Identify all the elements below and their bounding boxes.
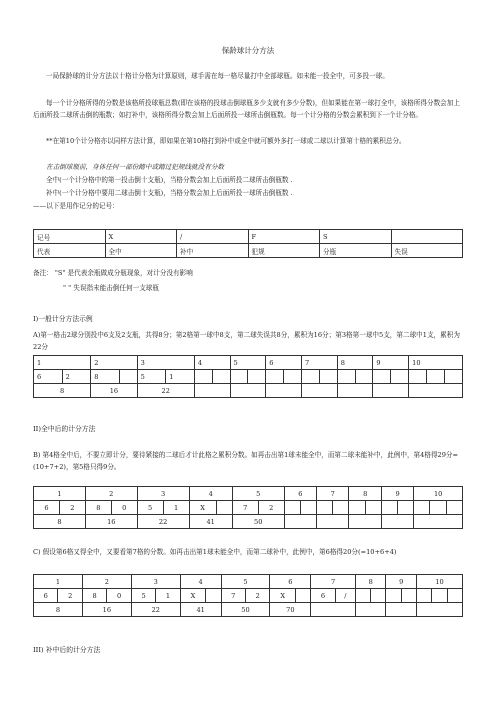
roll-cell bbox=[216, 501, 232, 515]
roll-cell bbox=[373, 370, 391, 384]
frame-cell: 8 bbox=[355, 575, 386, 589]
roll-cell: 1 bbox=[163, 501, 189, 515]
intro-symbols-heading: ——以下是用作记分的记号： bbox=[33, 202, 119, 210]
cumulative-score-row bbox=[34, 384, 463, 398]
roll-cell bbox=[317, 501, 333, 515]
roll-cell bbox=[337, 370, 355, 384]
roll-cell bbox=[301, 370, 319, 384]
frame-cell: 2 bbox=[85, 487, 137, 501]
roll-cell bbox=[319, 370, 337, 384]
page-title: 保龄球计分方法 bbox=[221, 46, 275, 55]
roll-cell: 5 bbox=[137, 370, 166, 384]
score-cell: 8 bbox=[34, 515, 86, 529]
score-cell bbox=[230, 384, 266, 398]
roll-cell: 8 bbox=[82, 589, 106, 603]
symbol-legend-table bbox=[33, 229, 463, 258]
roll-cell bbox=[248, 370, 266, 384]
roll-cell: X bbox=[189, 501, 216, 515]
score-cell bbox=[284, 515, 316, 529]
legend-row-meanings bbox=[34, 244, 463, 258]
roll-cell: 2 bbox=[58, 589, 82, 603]
frame-cell: 6 bbox=[266, 356, 302, 370]
section-heading-1: I)一般计分方法示例 bbox=[33, 315, 93, 323]
roll-cell bbox=[414, 501, 430, 515]
roll-cell bbox=[296, 589, 311, 603]
cumulative-score-row bbox=[34, 603, 463, 617]
frame-cell: 5 bbox=[230, 356, 266, 370]
frame-cell: 3 bbox=[131, 575, 180, 589]
cumulative-score-row bbox=[34, 515, 463, 529]
roll-cell bbox=[333, 501, 349, 515]
roll-cell bbox=[284, 501, 300, 515]
legend-cell: S bbox=[320, 230, 392, 244]
frame-cell: 10 bbox=[409, 356, 463, 370]
frame-cell: 9 bbox=[386, 575, 417, 589]
score-cell: 50 bbox=[221, 603, 270, 617]
roll-cell bbox=[371, 589, 386, 603]
roll-cell: 1 bbox=[166, 370, 195, 384]
roll-cell bbox=[447, 589, 462, 603]
frame-cell: 5 bbox=[221, 575, 270, 589]
frame-cell: 8 bbox=[337, 356, 373, 370]
score-cell: 41 bbox=[189, 515, 232, 529]
score-cell: 8 bbox=[34, 384, 91, 398]
frame-cell: 3 bbox=[137, 487, 189, 501]
legend-cell: X bbox=[105, 230, 177, 244]
legend-row-symbols bbox=[34, 230, 463, 244]
roll-cell: 0 bbox=[107, 589, 131, 603]
roll-cell: 2 bbox=[59, 501, 85, 515]
roll-cell bbox=[417, 589, 432, 603]
legend-cell: 代表 bbox=[34, 244, 106, 258]
score-cell bbox=[414, 515, 463, 529]
roll-cell: 6 bbox=[34, 501, 60, 515]
frame-cell: 7 bbox=[317, 487, 349, 501]
score-cell bbox=[373, 384, 409, 398]
frame-cell: 7 bbox=[301, 356, 337, 370]
score-cell bbox=[349, 515, 381, 529]
roll-cell bbox=[430, 501, 446, 515]
roll-cell bbox=[230, 370, 248, 384]
roll-cell bbox=[212, 370, 230, 384]
example-b-text: B) 第4格全中后，不要立即计分，要待紧接的二球后才计此格之累积分数。如再击出第1球未能全中，而第二球未能补中，此例中，第4格得29分=(10+7+2)，第5格只得9分。 bbox=[33, 451, 459, 471]
score-table-c bbox=[33, 574, 463, 617]
roll-cell: 7 bbox=[221, 589, 245, 603]
score-cell bbox=[311, 603, 356, 617]
score-cell bbox=[317, 515, 349, 529]
frame-number-row bbox=[34, 356, 463, 370]
score-cell bbox=[381, 515, 413, 529]
roll-row bbox=[34, 370, 463, 384]
score-cell bbox=[301, 384, 337, 398]
roll-cell: 7 bbox=[232, 501, 258, 515]
intro-paragraph-1: 一局保龄球的计分方法以十格计分格为计算原则，球手需在每一格尽量打中全部球瓶。如未能一投全中，可多投一球。 bbox=[46, 72, 389, 80]
roll-cell: 8 bbox=[91, 370, 120, 384]
roll-cell bbox=[355, 589, 370, 603]
frame-cell: 1 bbox=[34, 356, 91, 370]
legend-cell: 补中 bbox=[177, 244, 249, 258]
roll-cell bbox=[206, 589, 221, 603]
frame-cell: 4 bbox=[180, 575, 221, 589]
roll-cell bbox=[446, 501, 462, 515]
roll-cell bbox=[386, 589, 401, 603]
roll-cell bbox=[427, 370, 445, 384]
section-heading-3: III) 补中后的计分方法 bbox=[33, 646, 101, 654]
intro-strike-line: 全中(一个计分格中的第一投击倒十支瓶)，当格分数会加上后面所投二球所击倒瓶数 . bbox=[46, 176, 293, 184]
roll-row bbox=[34, 501, 463, 515]
roll-cell bbox=[365, 501, 381, 515]
intro-paragraph-2: 每一个计分格所得的分数是该格所投球瓶总数(即在该格的投球击倒球瓶多少支就有多少分数)，但如果能在第一球打全中，该格所得分数会加上后面所投二球所击倒的瓶数；如打补中，该格所得分数会加上后面所投一球所击倒瓶数。每一个计分格的分数会累积到下一个计分格。 bbox=[33, 99, 460, 119]
legend-cell bbox=[391, 230, 463, 244]
roll-cell bbox=[401, 589, 416, 603]
example-a-text: A)第一格击2球分别投中6支及2支瓶，共得8分；第2格第一球中8支，第二球失误共8分，累积为16分；第3格第一球中5支，第二球中1支，累积为22分 bbox=[33, 331, 460, 351]
frame-cell: 10 bbox=[414, 487, 463, 501]
score-cell: 16 bbox=[82, 603, 131, 617]
score-cell bbox=[194, 384, 230, 398]
roll-cell bbox=[284, 370, 302, 384]
roll-cell bbox=[391, 370, 409, 384]
frame-cell: 6 bbox=[270, 575, 311, 589]
roll-cell bbox=[432, 589, 447, 603]
frame-cell: 8 bbox=[349, 487, 381, 501]
roll-cell bbox=[444, 370, 462, 384]
intro-spare-line: 补中(一个计分格中要用二球击倒十支瓶)，当格分数会加上后面所投一球所击倒瓶数 . bbox=[46, 189, 293, 197]
score-cell bbox=[266, 384, 302, 398]
roll-cell bbox=[194, 370, 212, 384]
intro-foul-line: 在击倒球瓶前，身体任何一部份踏中或踏过犯规线就没有分数 bbox=[46, 163, 225, 171]
score-cell bbox=[337, 384, 373, 398]
score-cell: 16 bbox=[91, 384, 137, 398]
roll-cell: / bbox=[335, 589, 355, 603]
score-cell: 16 bbox=[85, 515, 137, 529]
score-cell bbox=[386, 603, 417, 617]
frame-cell: 3 bbox=[137, 356, 194, 370]
roll-cell: 2 bbox=[246, 589, 270, 603]
intro-paragraph-3: **在第10个计分格亦以同样方法计算，即如果在第10格打到补中或全中就可额外多打一球或二球以计算第十格的累积总分。 bbox=[46, 137, 406, 145]
score-cell: 50 bbox=[232, 515, 284, 529]
legend-cell: 犯规 bbox=[248, 244, 320, 258]
score-cell bbox=[355, 603, 386, 617]
frame-cell: 4 bbox=[194, 356, 230, 370]
roll-cell: 8 bbox=[85, 501, 111, 515]
roll-cell bbox=[349, 501, 365, 515]
frame-cell: 10 bbox=[417, 575, 463, 589]
score-cell: 8 bbox=[34, 603, 83, 617]
score-cell bbox=[409, 384, 463, 398]
legend-cell: 分瓶 bbox=[320, 244, 392, 258]
frame-cell: 9 bbox=[381, 487, 413, 501]
note-split: 备注： "S" 是代表余瓶做成分瓶现象，对计分没有影响 bbox=[33, 269, 193, 277]
frame-cell: 6 bbox=[284, 487, 316, 501]
roll-cell: 2 bbox=[258, 501, 284, 515]
roll-cell: 0 bbox=[111, 501, 137, 515]
roll-cell: 6 bbox=[34, 370, 63, 384]
score-table-a bbox=[33, 355, 463, 398]
roll-row bbox=[34, 589, 463, 603]
score-cell: 22 bbox=[131, 603, 180, 617]
score-cell: 22 bbox=[137, 515, 189, 529]
frame-cell: 7 bbox=[311, 575, 356, 589]
frame-cell: 1 bbox=[34, 487, 86, 501]
legend-cell: F bbox=[248, 230, 320, 244]
roll-cell bbox=[300, 501, 316, 515]
roll-cell: 6 bbox=[311, 589, 335, 603]
score-cell: 41 bbox=[180, 603, 221, 617]
roll-cell: 6 bbox=[34, 589, 58, 603]
roll-cell bbox=[355, 370, 373, 384]
score-cell: 22 bbox=[137, 384, 194, 398]
roll-cell bbox=[119, 370, 137, 384]
example-c-text: C) 假设第6格又得全中，又要看第7格的分数。如再击出第1球未能全中，而第二球补中，此例中，第6格得20分(=10+6+4) bbox=[33, 548, 397, 556]
legend-cell: 失误 bbox=[391, 244, 463, 258]
roll-cell bbox=[398, 501, 414, 515]
roll-cell bbox=[266, 370, 284, 384]
roll-cell: 2 bbox=[62, 370, 91, 384]
note-miss: " " 失误指未能击倒任何一支球瓶 bbox=[63, 284, 159, 292]
frame-cell: 2 bbox=[91, 356, 137, 370]
frame-cell: 5 bbox=[232, 487, 284, 501]
roll-cell bbox=[409, 370, 427, 384]
roll-cell: 1 bbox=[156, 589, 180, 603]
score-cell bbox=[417, 603, 463, 617]
frame-cell: 4 bbox=[189, 487, 232, 501]
frame-number-row bbox=[34, 575, 463, 589]
roll-cell: 5 bbox=[131, 589, 155, 603]
section-heading-2: II)全中后的计分方法 bbox=[33, 425, 96, 433]
roll-cell: X bbox=[180, 589, 206, 603]
frame-cell: 2 bbox=[82, 575, 131, 589]
roll-cell: X bbox=[270, 589, 296, 603]
frame-cell: 9 bbox=[373, 356, 409, 370]
score-cell: 70 bbox=[270, 603, 311, 617]
legend-cell: / bbox=[177, 230, 249, 244]
legend-cell: 记号 bbox=[34, 230, 106, 244]
roll-cell: 5 bbox=[137, 501, 163, 515]
roll-cell bbox=[381, 501, 397, 515]
legend-cell: 全中 bbox=[105, 244, 177, 258]
score-table-b bbox=[33, 486, 463, 529]
frame-number-row bbox=[34, 487, 463, 501]
frame-cell: 1 bbox=[34, 575, 83, 589]
